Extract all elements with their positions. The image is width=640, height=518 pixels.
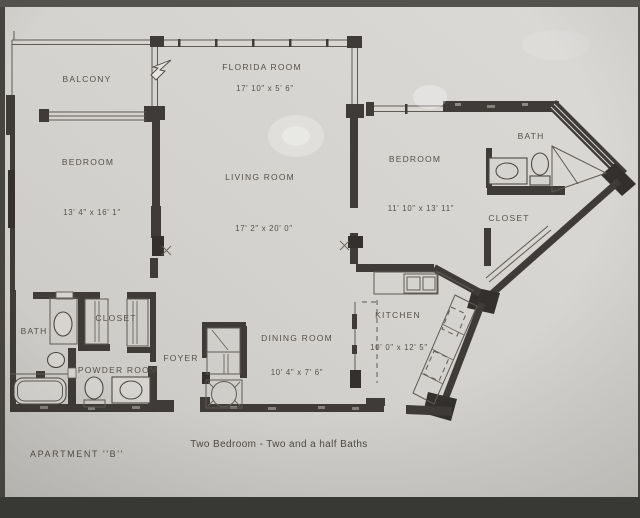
- surface-bottom-band: [0, 497, 640, 518]
- surface-top-band: [0, 0, 640, 7]
- vignette-overlay: [5, 7, 638, 497]
